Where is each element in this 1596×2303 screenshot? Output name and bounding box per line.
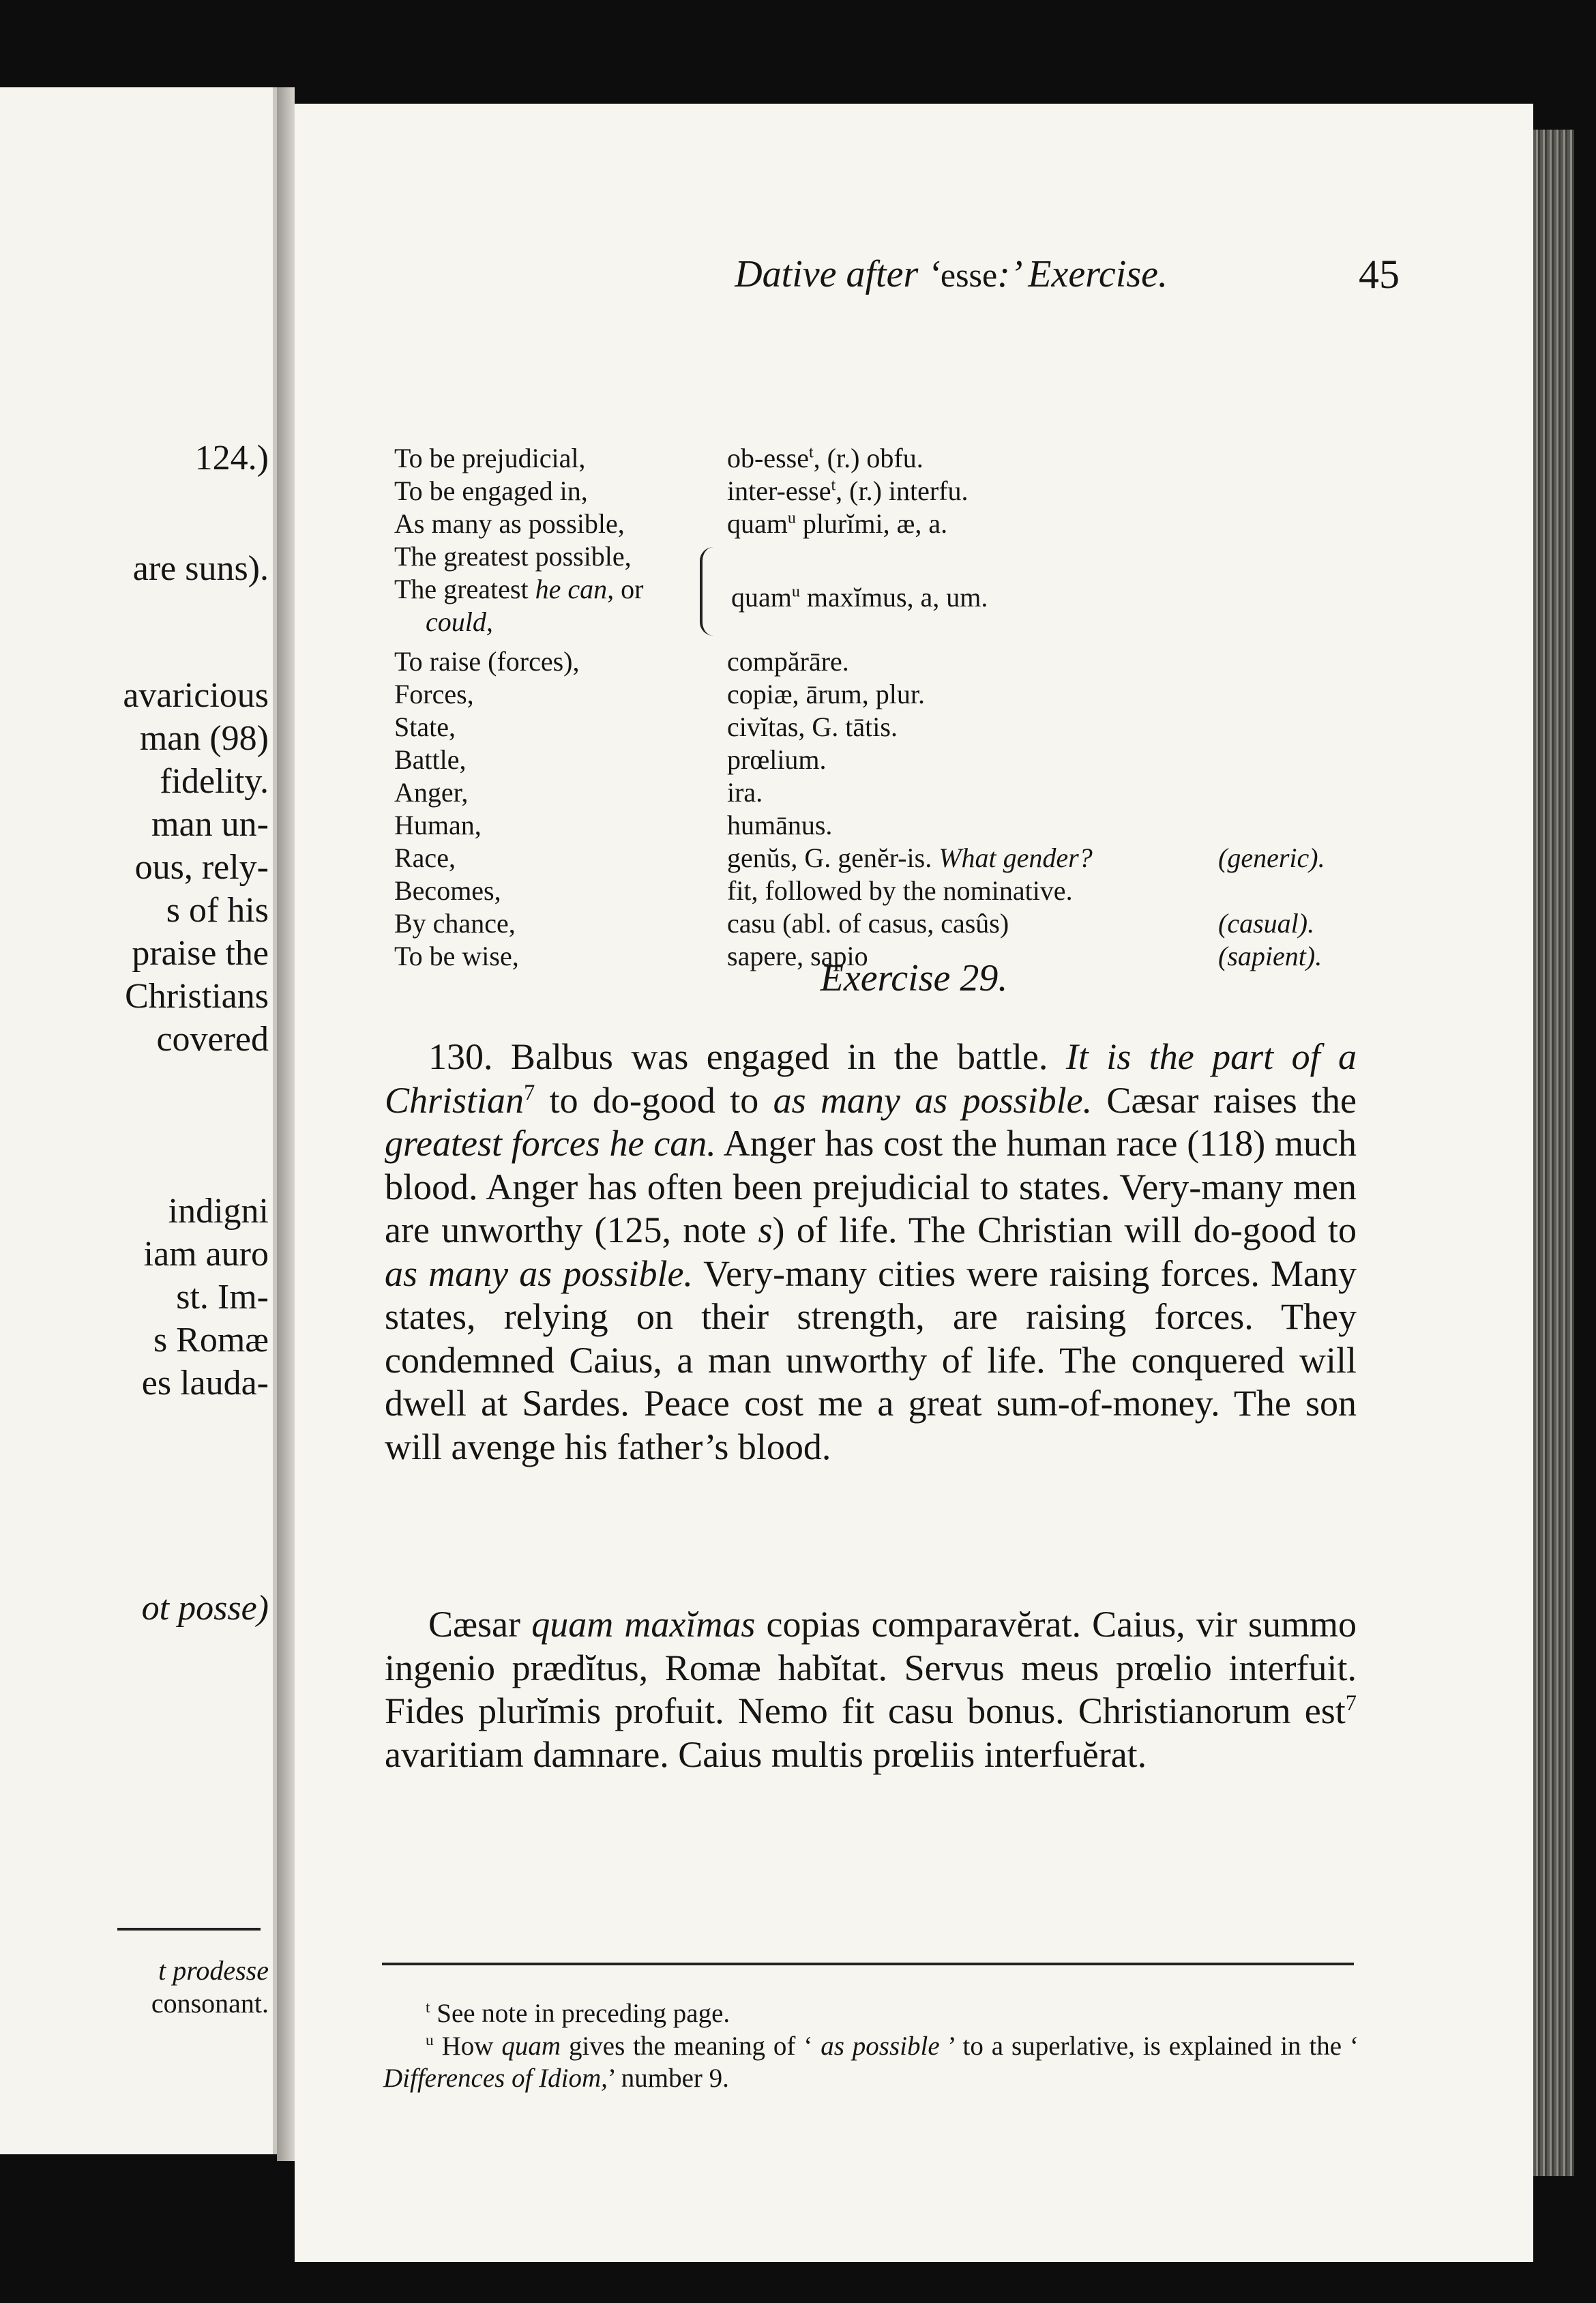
running-head-part: Dative after ‘	[735, 253, 941, 295]
vocab-term: As many as possible,	[394, 508, 625, 539]
vocab-term: Battle,	[394, 744, 467, 775]
vocab-latin: humānus.	[727, 810, 833, 840]
text-run: How	[433, 2031, 502, 2061]
vocab-derivative: (sapient).	[1218, 941, 1322, 971]
text-run: Anger has cost the human race (118) much blood. Anger has often been prejudicial to states. Very-many men are unworthy (125, note	[385, 1123, 1357, 1250]
facing-line: st. Im-	[176, 1278, 269, 1317]
vocab-latin: ob-esse$^t$, (r.) obfu.	[727, 443, 923, 473]
vocab-latin: copiæ, ārum, plur.	[727, 679, 925, 709]
facing-footnote-rule	[117, 1928, 261, 1931]
exercise-title: Exercise 29.	[820, 957, 1008, 999]
note-ref: 7	[524, 1080, 535, 1105]
text-run: See note in preceding page.	[430, 1999, 730, 2028]
page-number: 45	[1359, 252, 1400, 297]
vocab-term: Becomes,	[394, 875, 501, 906]
text-run: ) of life. The Christian will do-good to	[772, 1209, 1357, 1250]
text-run: Very-many cities were raising forces. Many states, relying on their strength, are raising forces. They condemned Caius, a man unworthy of life. The conquered will dwell at Sardes. Peace cost me a great sum-of-money. The son will avenge his father’s blood.	[385, 1252, 1357, 1467]
facing-line: 124.)	[194, 439, 269, 478]
book-gutter	[277, 87, 295, 2161]
italic-run: quam maxĭmas	[531, 1604, 756, 1645]
vocab-term: State,	[394, 712, 456, 742]
facing-line: covered	[156, 1020, 269, 1059]
footnote	[383, 1997, 1359, 2029]
italic-run: greatest forces he can.	[385, 1123, 716, 1164]
text-run: Cæsar raises the	[1092, 1079, 1357, 1121]
vocab-term: To be prejudicial,	[394, 443, 586, 473]
facing-line: s Romæ	[153, 1321, 269, 1360]
facing-line: Christians	[125, 977, 269, 1016]
text-run: to do-good to	[535, 1079, 773, 1121]
vocab-latin: inter-esse$^t$, (r.) interfu.	[727, 475, 969, 506]
vocab-latin: fit, followed by the nominative.	[727, 875, 1073, 906]
facing-line: man (98)	[139, 719, 269, 758]
facing-line: s of his	[166, 891, 269, 930]
vocab-latin: quam$^u$ maxĭmus, a, um.	[731, 582, 988, 613]
italic-run: as many as possible.	[773, 1079, 1093, 1121]
vocab-latin: civĭtas, G. tātis.	[727, 712, 898, 742]
facing-line: indigni	[168, 1192, 269, 1231]
italic-run: as many as possible.	[385, 1252, 693, 1294]
footnote-rule	[382, 1963, 1354, 1965]
running-head-part: :’ Exercise.	[997, 253, 1168, 295]
note-ref: 7	[1345, 1691, 1357, 1716]
facing-line: ous, rely-	[134, 848, 269, 887]
running-head-part: esse	[940, 256, 998, 294]
facing-line: fidelity.	[160, 762, 269, 801]
text-run: gives the meaning of ‘	[561, 2031, 821, 2061]
vocab-latin: genŭs, G. genĕr-is. What gender?	[727, 842, 1093, 873]
note-ref: t	[426, 1999, 430, 2016]
text-run: ’ number 9.	[607, 2064, 729, 2093]
vocab-term: could,	[426, 606, 493, 637]
vocab-term: To be wise,	[394, 941, 519, 971]
page-edge	[1533, 130, 1574, 2176]
italic-run: Differences of Idiom,	[383, 2064, 608, 2093]
italic-run: as possible	[821, 2031, 940, 2061]
facing-footnote-line: consonant.	[151, 1988, 269, 2019]
vocab-latin: sapere, sapio	[727, 941, 868, 971]
vocab-term: To raise (forces),	[394, 646, 580, 677]
facing-footnote-line: t prodesse	[158, 1955, 269, 1986]
italic-run: quam	[501, 2031, 561, 2061]
vocab-brace	[700, 547, 713, 636]
vocab-latin: casu (abl. of casus, casûs)	[727, 908, 1009, 939]
running-head	[295, 252, 1168, 296]
text-run: avaritiam damnare. Caius multis prœliis interfuĕrat.	[385, 1733, 1147, 1775]
italic-run: It is the part of a Christian	[385, 1036, 1357, 1121]
text-run: 130. Balbus was engaged in the battle.	[428, 1036, 1066, 1077]
facing-line: iam auro	[143, 1235, 269, 1274]
vocab-term: The greatest possible,	[394, 541, 632, 572]
vocab-term: The greatest he can, or	[394, 574, 644, 604]
book-page	[295, 104, 1533, 2262]
footnote	[383, 2030, 1359, 2094]
facing-line: man un-	[151, 805, 269, 844]
facing-line: praise the	[132, 934, 269, 973]
facing-page-fragment	[0, 87, 277, 2154]
vocab-latin: quam$^u$ plurĭmi, æ, a.	[727, 508, 948, 539]
vocab-latin: compărāre.	[727, 646, 849, 677]
vocab-latin: ira.	[727, 777, 763, 808]
vocab-term: By chance,	[394, 908, 516, 939]
vocab-term: Forces,	[394, 679, 474, 709]
text-run: Cæsar	[428, 1604, 532, 1645]
vocab-term: Race,	[394, 842, 456, 873]
facing-line: ot posse)	[141, 1589, 269, 1628]
italic-run: s	[758, 1209, 773, 1250]
vocab-term: To be engaged in,	[394, 475, 588, 506]
facing-line: are suns).	[132, 549, 269, 588]
vocab-derivative: (generic).	[1218, 842, 1325, 873]
note-ref: u	[426, 2031, 434, 2049]
exercise-english-paragraph	[385, 1036, 1357, 1469]
vocab-term: Anger,	[394, 777, 469, 808]
vocab-derivative: (casual).	[1218, 908, 1315, 939]
exercise-latin-paragraph	[385, 1603, 1357, 1776]
facing-line: avaricious	[123, 676, 269, 715]
text-run: ’ to a superlative, is explained in the ‘	[939, 2031, 1359, 2061]
text-run: copias comparavĕrat. Caius, vir summo ingenio prædĭtus, Romæ habĭtat. Servus meus prœlio interfuit. Fides plurĭmis profuit. Nemo fit casu bonus. Christianorum est	[385, 1604, 1357, 1731]
vocab-latin: prœlium.	[727, 744, 827, 775]
vocab-term: Human,	[394, 810, 482, 840]
facing-line: es lauda-	[141, 1364, 269, 1403]
